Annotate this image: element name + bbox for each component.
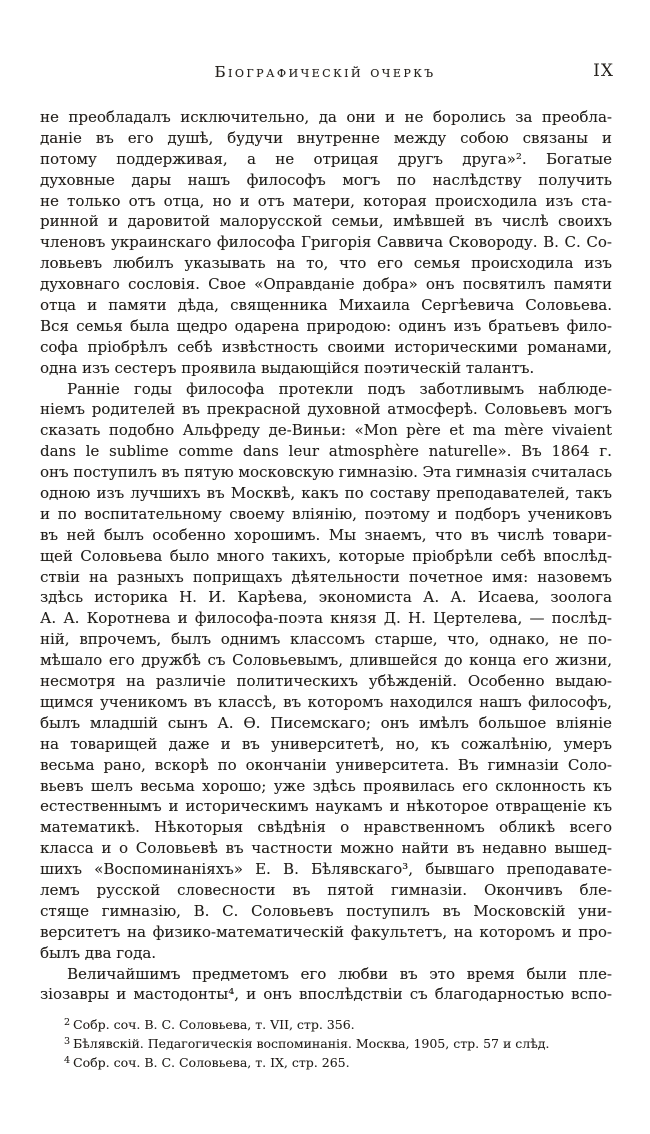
text-line: Вся семья была щедро одарена природою: одинъ изъ братьевъ фило- (40, 316, 612, 335)
footnote-text: Собр. соч. В. С. Соловьева, т. VII, стр. 356. (73, 1017, 355, 1033)
text-line: Ранніе годы философа протекли подъ заботливымъ наблюде- (67, 379, 612, 398)
text-line: былъ младшій сынъ А. Ѳ. Писемскаго; онъ имѣлъ большое вліяніе (40, 713, 612, 732)
page-title: Біографическій очеркъ (214, 63, 436, 81)
footnote-marker: 4 (64, 1054, 71, 1066)
text-line: былъ два года. (40, 943, 157, 962)
footnote-text: Собр. соч. В. С. Соловьева, т. IX, стр. 265. (73, 1054, 350, 1070)
text-line: математикѣ. Нѣкоторыя свѣдѣнія о нравственномъ обликѣ всего (40, 818, 612, 837)
text-line: онъ поступилъ въ пятую московскую гимназію. Эта гимназія считалась (40, 463, 612, 482)
text-line: естественнымъ и историческимъ наукамъ и нѣкоторое отвращеніе къ (40, 797, 612, 816)
text-line: даніе въ его душѣ, будучи внутренне между собою связаны и (40, 128, 612, 147)
text-line: щей Соловьева было много такихъ, которые пріобрѣли себѣ впослѣд- (40, 546, 612, 565)
text-line: софа пріобрѣлъ себѣ извѣстность своими историческими романами, (40, 337, 612, 356)
footnote-section (64, 1017, 612, 1073)
text-line: dans le sublime comme dans leur atmosphère naturelle». Въ 1864 г. (40, 442, 612, 461)
footnote-marker: 3 (64, 1035, 71, 1047)
text-line: зіозавры и мастодонты⁴, и онъ впослѣдствіи съ благодарностью вспо- (40, 985, 612, 1004)
text-line: мѣшало его дружбѣ съ Соловьевымъ, длившейся до конца его жизни, (40, 651, 612, 670)
footnote (64, 1017, 612, 1036)
text-line: ловьевъ любилъ указывать на то, что его семья происходила изъ (40, 254, 612, 273)
footnote (64, 1055, 612, 1074)
text-line: и по воспитательному своему вліянію, поэтому и подборъ учениковъ (40, 504, 612, 523)
text-line: класса и о Соловьевѣ въ частности можно найти въ недавно вышед- (40, 839, 612, 858)
text-line: ринной и даровитой малорусской семьи, имѣвшей въ числѣ своихъ (40, 212, 612, 231)
text-line: ніемъ родителей въ прекрасной духовной атмосферѣ. Соловьевъ могъ (40, 400, 612, 419)
text-line: стяще гимназію, В. С. Соловьевъ поступилъ въ Московскій уни- (40, 901, 612, 920)
text-line: не только отъ отца, но и отъ матери, которая происходила изъ ста- (40, 191, 612, 210)
text-line: вьевъ шелъ весьма хорошо; уже здѣсь проявилась его склонность къ (40, 776, 612, 795)
text-line: духовные дары нашъ философъ могъ по наслѣдству получить (40, 170, 612, 189)
text-line: весьма рано, вскорѣ по окончаніи университета. Въ гимназіи Соло- (40, 755, 612, 774)
text-line: Величайшимъ предметомъ его любви въ это время были пле- (67, 964, 612, 983)
text-line: здѣсь историка Н. И. Карѣева, экономиста А. А. Исаева, зоолога (40, 588, 612, 607)
text-line: ствіи на разныхъ поприщахъ дѣятельности почетное имя: назовемъ (40, 567, 612, 586)
page-number: IX (593, 61, 614, 81)
text-line: не преобладалъ исключительно, да они и не боролись за преобла- (40, 108, 612, 126)
text-line: одна изъ сестеръ проявила выдающійся поэтическій талантъ. (40, 358, 535, 377)
text-line: потому поддерживая, а не отрицая другъ друга»². Богатые (40, 149, 612, 168)
text-line: лемъ русской словесности въ пятой гимназіи. Окончивъ бле- (40, 880, 612, 899)
text-line: одною изъ лучшихъ въ Москвѣ, какъ по составу преподавателей, такъ (40, 484, 612, 503)
text-body (40, 108, 612, 1006)
text-line: въ ней былъ особенно хорошимъ. Мы знаемъ, что въ числѣ товари- (40, 525, 612, 544)
text-line: щимся ученикомъ въ классѣ, въ которомъ находился нашъ философъ, (40, 692, 612, 711)
text-line: шихъ «Воспоминаніяхъ» Е. В. Бѣлявскаго³, бывшаго преподавате- (40, 860, 612, 879)
footnote (64, 1036, 612, 1055)
text-line: сказать подобно Альфреду де-Виньи: «Mon père et ma mère vivaient (40, 421, 612, 440)
text-line: духовнаго сословія. Свое «Оправданіе добра» онъ посвятилъ памяти (40, 275, 612, 294)
text-line: А. А. Коротнева и философа-поэта князя Д. Н. Цертелева, — послѣд- (40, 609, 612, 628)
footnote-text: Бѣлявскій. Педагогическія воспоминанія. Москва, 1905, стр. 57 и слѣд. (73, 1035, 550, 1051)
footnote-marker: 2 (64, 1017, 71, 1029)
text-line: на товарищей даже и въ университетѣ, но, къ сожалѣнію, умеръ (40, 734, 612, 753)
running-head (0, 0, 650, 83)
text-line: отца и памяти дѣда, священника Михаила Сергѣевича Соловьева. (40, 296, 612, 315)
text-line: ній, впрочемъ, былъ однимъ классомъ старше, что, однако, не по- (40, 630, 612, 649)
text-line: членовъ украинскаго философа Григорія Саввича Сковороду. В. С. Со- (40, 233, 612, 252)
text-line: несмотря на различіе политическихъ убѣжденій. Особенно выдаю- (40, 672, 612, 691)
text-line: верситетъ на физико-математическій факультетъ, на которомъ и про- (40, 922, 612, 941)
